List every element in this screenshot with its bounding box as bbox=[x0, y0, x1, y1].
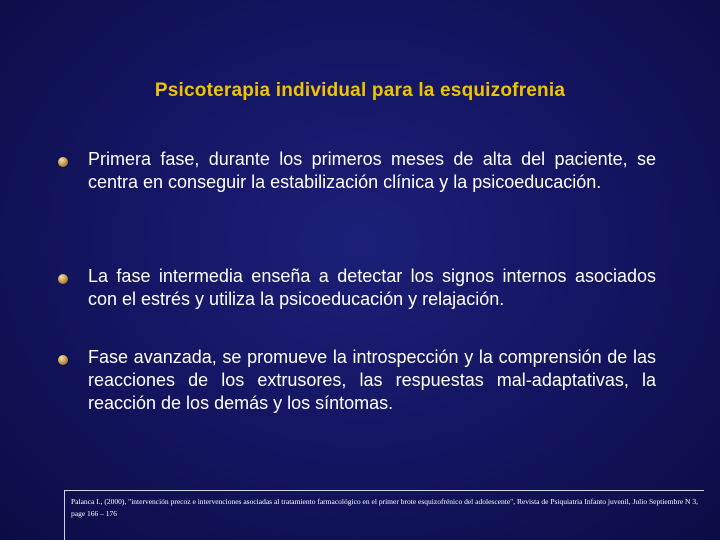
bullet-dot-icon bbox=[58, 274, 68, 284]
reference-text: Palanca I., (2000), "intervención precoz e intervenciones asociadas al tratamiento farmacológico en el primer brote esquizofrénico del adolescente", Revista de Psiquiatria Infanto juvenil, Julio Septiembre N 3, page 166 – 176 bbox=[71, 497, 698, 518]
reference-box bbox=[64, 490, 704, 540]
bullet-dot-icon bbox=[58, 157, 68, 167]
bullet-text: La fase intermedia enseña a detectar los signos internos asociados con el estrés y utiliza la psicoeducación y relajación. bbox=[88, 266, 656, 309]
bullet-text: Primera fase, durante los primeros meses de alta del paciente, se centra en conseguir la estabilización clínica y la psicoeducación. bbox=[88, 149, 656, 192]
bullet-dot-icon bbox=[58, 355, 68, 365]
slide-title: Psicoterapia individual para la esquizofrenia bbox=[154, 80, 566, 101]
bullet-text: Fase avanzada, se promueve la introspección y la comprensión de las reacciones de los extrusores, las respuestas mal-adaptativas, la reacción de los demás y los síntomas. bbox=[88, 347, 656, 413]
